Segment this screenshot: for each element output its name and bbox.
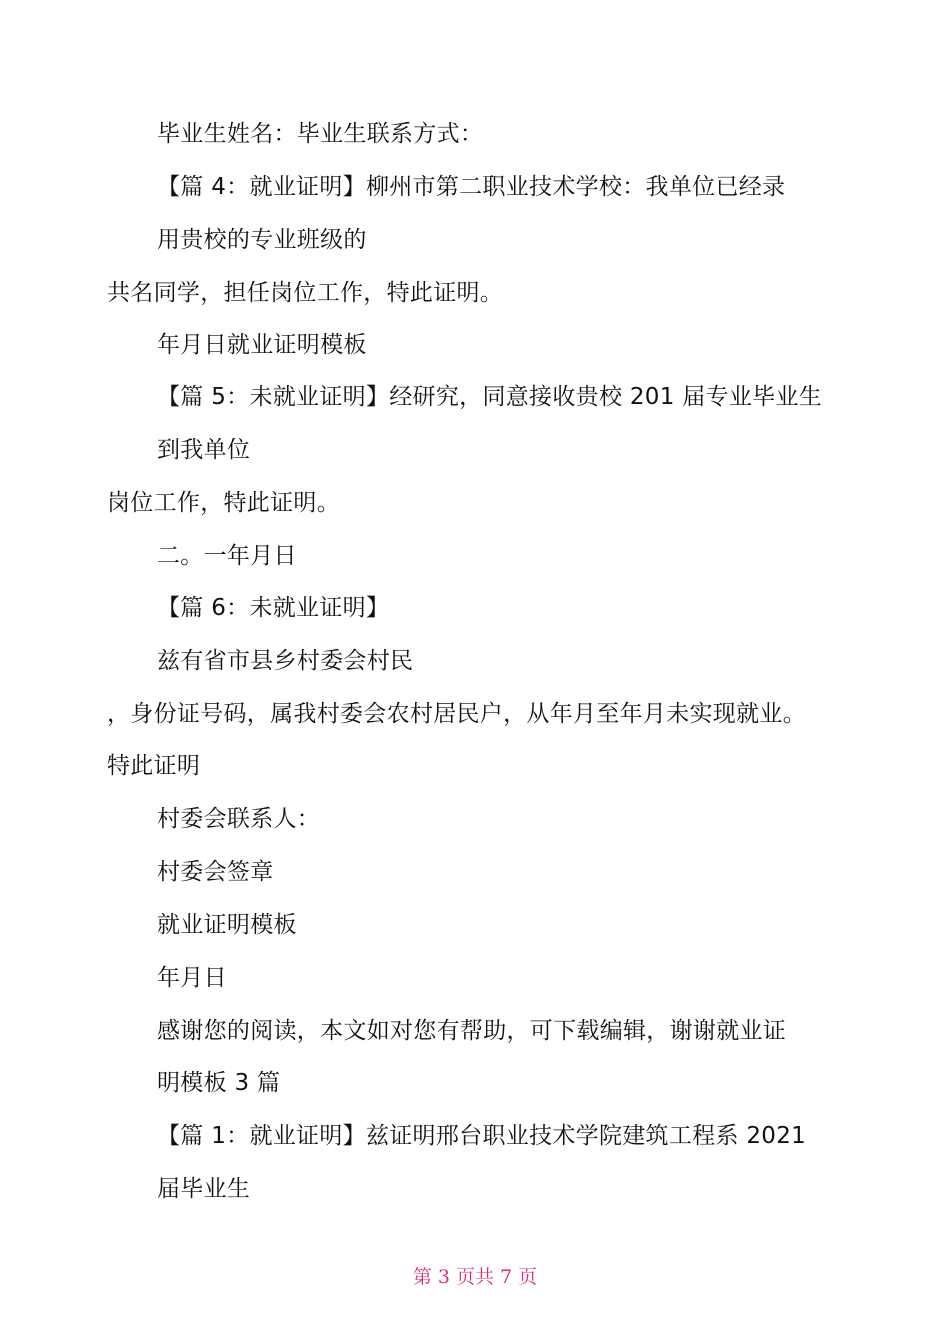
text-line: 【篇 1：就业证明】兹证明邢台职业技术学院建筑工程系 2021 (157, 1123, 807, 1149)
page-number-footer: 第 3 页共 7 页 (412, 1266, 538, 1288)
text-line: 年月日就业证明模板 (157, 332, 367, 358)
text-line: 用贵校的专业班级的 (157, 227, 367, 253)
text-line: 特此证明 (107, 753, 201, 779)
text-line: 届毕业生 (157, 1176, 251, 1202)
text-line: 二。一年月日 (157, 543, 297, 569)
text-line: 【篇 6：未就业证明】 (157, 595, 390, 621)
text-line: 就业证明模板 (157, 912, 297, 938)
text-line: 【篇 5：未就业证明】经研究，同意接收贵校 201 届专业毕业生 (157, 384, 823, 410)
text-line: 共名同学，担任岗位工作，特此证明。 (107, 280, 504, 306)
text-line: 到我单位 (157, 437, 251, 463)
text-line: 岗位工作，特此证明。 (107, 490, 340, 516)
text-line: 村委会签章 (157, 859, 274, 885)
text-line: 村委会联系人： (157, 806, 321, 832)
text-line: 年月日 (157, 965, 227, 991)
text-line: 感谢您的阅读，本文如对您有帮助，可下载编辑，谢谢就业证 (157, 1018, 787, 1044)
text-line: 毕业生姓名：毕业生联系方式： (157, 121, 484, 147)
text-line: 明模板 3 篇 (157, 1070, 281, 1096)
text-line: 兹有省市县乡村委会村民 (157, 648, 414, 674)
text-line: 【篇 4：就业证明】柳州市第二职业技术学校：我单位已经录 (157, 174, 786, 200)
text-line: ，身份证号码，属我村委会农村居民户，从年月至年月未实现就业。 (107, 701, 806, 727)
